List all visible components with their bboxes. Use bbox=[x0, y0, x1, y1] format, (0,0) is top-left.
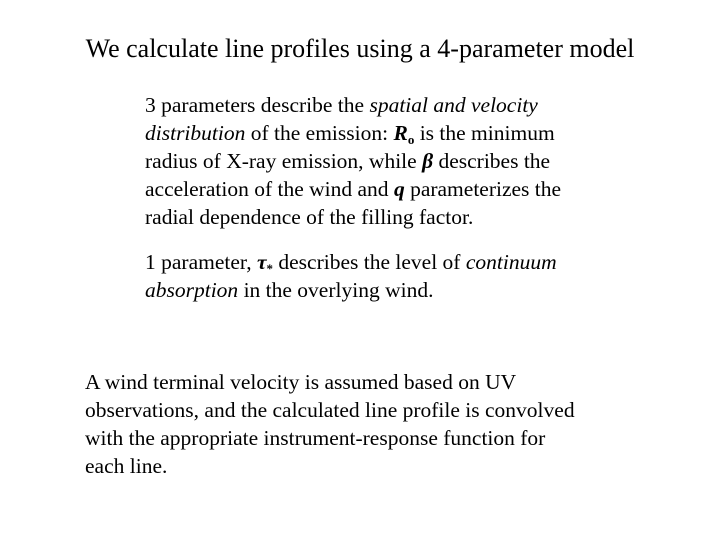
slide-title: We calculate line profiles using a 4-parameter model bbox=[85, 34, 635, 63]
subscript: * bbox=[266, 261, 273, 276]
text-line: A wind terminal velocity is assumed based on UV bbox=[85, 370, 517, 394]
model-parameters-paragraph bbox=[145, 91, 561, 231]
emphasis: continuum bbox=[465, 250, 557, 274]
text-line: observations, and the calculated line profile is convolved bbox=[85, 398, 575, 422]
text: in the overlying wind. bbox=[238, 278, 434, 302]
text-line: with the appropriate instrument-response function for bbox=[85, 426, 546, 450]
symbol-tau: τ bbox=[256, 250, 267, 274]
text: is the minimum bbox=[414, 121, 555, 145]
text: describes the bbox=[433, 149, 551, 173]
emphasis: spatial and velocity bbox=[369, 93, 538, 117]
text: parameterizes the bbox=[404, 177, 562, 201]
text: acceleration of the wind and bbox=[145, 177, 394, 201]
text: describes the level of bbox=[273, 250, 466, 274]
terminal-velocity-paragraph bbox=[85, 368, 575, 480]
text: 1 parameter, bbox=[145, 250, 257, 274]
emphasis: absorption bbox=[145, 278, 239, 302]
emphasis: distribution bbox=[145, 121, 246, 145]
text: of the emission: bbox=[245, 121, 394, 145]
absorption-parameter-paragraph bbox=[145, 248, 557, 304]
text: radius of X-ray emission, while bbox=[145, 149, 423, 173]
text: 3 parameters describe the bbox=[145, 93, 370, 117]
text-line: each line. bbox=[85, 454, 168, 478]
subscript: o bbox=[407, 132, 415, 147]
symbol-q: q bbox=[393, 177, 405, 201]
symbol-beta: β bbox=[422, 149, 434, 173]
symbol-r: R bbox=[393, 121, 408, 145]
text: radial dependence of the filling factor. bbox=[145, 205, 474, 229]
